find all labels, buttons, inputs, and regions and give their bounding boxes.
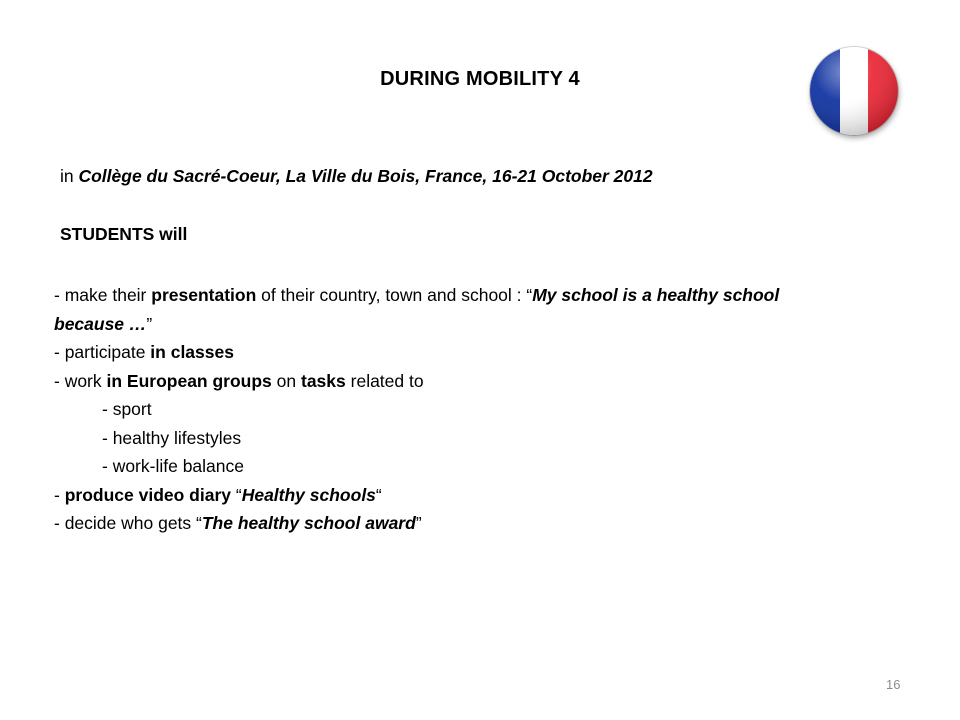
sub-item-sport: - sport — [102, 399, 152, 419]
list-item-classes — [54, 338, 954, 367]
item-text: “ — [231, 484, 242, 505]
item-quote: My school is a healthy school — [532, 285, 780, 305]
item-text: ” — [415, 513, 422, 533]
sub-item-work-life-balance: - work-life balance — [102, 456, 244, 476]
item-text: on — [271, 370, 301, 391]
item-bold: in European groups — [106, 370, 272, 391]
activity-list — [54, 281, 954, 538]
venue-prefix: in — [60, 166, 79, 186]
sub-item-healthy-lifestyles: - healthy lifestyles — [102, 427, 242, 448]
item-text: - make their — [54, 285, 152, 305]
item-text: - participate — [54, 342, 151, 362]
list-item-award — [54, 509, 954, 538]
item-text: of their country, town and school : “ — [256, 285, 533, 305]
item-quote: Healthy schools — [241, 484, 376, 505]
slide-title: DURING MOBILITY 4 — [380, 68, 580, 90]
item-quote: because … — [54, 313, 147, 334]
item-bold: tasks — [301, 370, 346, 391]
item-text: - work — [54, 370, 107, 391]
item-bold: produce video diary — [64, 484, 231, 505]
item-quote: The healthy school award — [201, 513, 416, 533]
venue-text: Collège du Sacré-Coeur, La Ville du Bois, France, 16-21 October 2012 — [78, 166, 653, 186]
item-text: - decide who gets “ — [54, 513, 202, 533]
item-text: “ — [375, 484, 382, 505]
france-flag-icon — [810, 47, 898, 135]
item-text: ” — [146, 313, 153, 334]
page-number: 16 — [886, 677, 901, 692]
item-bold: presentation — [151, 285, 257, 305]
list-item-video-diary — [54, 481, 954, 510]
item-text: related to — [345, 370, 424, 391]
list-item-presentation-cont — [54, 310, 954, 339]
venue-line — [60, 166, 653, 187]
item-text: - — [54, 484, 65, 505]
list-item-presentation — [54, 281, 954, 310]
students-heading: STUDENTS will — [60, 224, 188, 244]
list-item-groups — [54, 367, 954, 396]
item-bold: in classes — [150, 342, 234, 362]
